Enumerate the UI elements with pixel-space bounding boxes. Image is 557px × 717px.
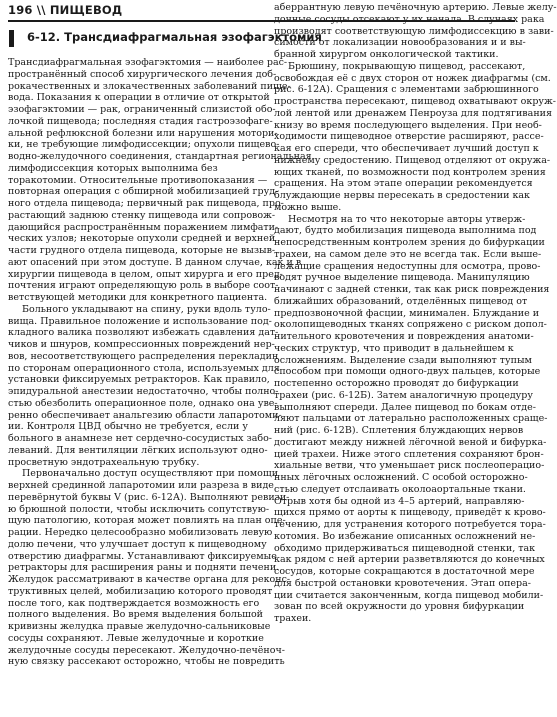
text-line: Больного укладывают на спину, руки вдоль туло- xyxy=(22,303,271,315)
text-line: сращения. На этом этапе операции рекомендуется xyxy=(274,178,533,190)
text-line: книзу во время последующего выделения. При необ- xyxy=(274,119,542,131)
text-line: отверстию диафрагмы. Устанавливают фиксируемые xyxy=(8,550,277,562)
text-line: торакотомии. Относительные противопоказания — xyxy=(8,174,268,186)
text-line: как рядом с ней артерии разветвляются до конечных xyxy=(274,554,545,566)
paragraph xyxy=(274,213,550,625)
text-line: зован по всей окружности до уровня бифуркации xyxy=(274,601,525,613)
text-line: ляют пальцами от латерально расположенных сраще- xyxy=(274,413,548,425)
text-line: повторная операция с обширной мобилизацией груд- xyxy=(8,186,279,198)
text-line: ний (рис. 6-12В). Сплетения блуждающих нервов xyxy=(274,425,524,436)
text-line: кая его спереди, что обеспечивает лучший доступ к xyxy=(274,143,539,154)
text-line: вища. Правильное положение и использование под- xyxy=(8,315,272,327)
text-line: ки, не требующие лимфодиссекции; опухоли пищево- xyxy=(8,139,280,151)
text-line: альной рефлюксной болезни или нарушения мотори- xyxy=(8,127,278,139)
text-line: Первоначально доступ осуществляют при помощи xyxy=(22,468,279,480)
running-head: 196 \\ ПИЩЕВОД xyxy=(8,3,123,17)
text-line: лочкой пищевода; последняя стадия гастроэзофаге- xyxy=(8,115,273,127)
text-line: щую патологию, которая может повлиять на план опе- xyxy=(8,515,286,527)
text-line: Трансдиафрагмальная эзофагэктомия — наиболее рас- xyxy=(8,57,288,68)
text-line: ческих узлов; некоторые опухоли средней и верхней xyxy=(8,233,276,245)
text-line: освобождая её с двух сторон от ножек диафрагмы (см. xyxy=(274,72,551,84)
text-line: по сторонам операционного стола, используемых для xyxy=(8,362,280,374)
text-line: предпозвоночной фасции, минимален. Блуждание и xyxy=(274,307,540,319)
text-line: сосудов, которые сокращаются в достаточной мере xyxy=(274,566,535,577)
text-line: щихся прямо от аорты к пищеводу, приведёт к крово- xyxy=(274,507,546,519)
text-line: ную связку рассекают осторожно, чтобы не повредить xyxy=(8,656,285,668)
text-line: нижнему средостению. Пищевод отделяют от окружа- xyxy=(274,154,551,166)
text-line: ческих структур, что приводит в дальнейшем к xyxy=(274,342,514,354)
text-line: сосуды сохраняют. Левые желудочные и короткие xyxy=(8,632,264,644)
text-line: установки фиксируемых ретракторов. Как правило, xyxy=(8,374,270,386)
text-line: просветную эндотрахеальную трубку. xyxy=(8,456,200,468)
text-line: полного выделения. Во время выделения большой xyxy=(8,609,264,621)
text-line: непосредственным контролем зрения до бифуркации xyxy=(274,237,545,248)
text-line: постепенно осторожно проводят до бифуркации xyxy=(274,378,519,389)
text-line: ближайших образований, отделённых пищевод от xyxy=(274,295,528,307)
text-line: трахеи (рис. 6-12Б). Затем аналогичную процедуру xyxy=(274,389,533,401)
text-line: вов, несоответствующего распределения перекладин xyxy=(8,350,279,362)
text-line: рации. Нередко целесообразно мобилизовать левую xyxy=(8,527,273,538)
paragraph xyxy=(274,2,557,61)
text-line: ветствующей методики для конкретного пациента. xyxy=(8,292,268,303)
text-line: лежащие сращения недоступны для осмотра, прово- xyxy=(274,260,541,272)
text-line: перевёрнутой буквы V (рис. 6-12А). Выполняют ревизи- xyxy=(8,491,290,503)
text-line: верхней срединной лапаротомии или разреза в виде xyxy=(8,480,274,491)
text-line: можно выше. xyxy=(274,201,342,213)
text-line: ходимости пищеводное отверстие расширяют, рассе- xyxy=(274,131,544,143)
text-line: кривизны желудка правые желудочно-сальниковые xyxy=(8,621,271,632)
section-title: 6-12. Трансдиафрагмальная эзофагэктомия xyxy=(27,30,322,44)
text-line: части грудного отдела пищевода, которые не вызыв- xyxy=(8,245,276,256)
text-line: трахеи. xyxy=(274,613,312,624)
text-line: рис. 6-12А). Сращения с элементами забрюшинного xyxy=(274,84,539,96)
text-line: трахеи, на самом деле это не всегда так. Если выше- xyxy=(274,248,542,260)
text-line: начинают с задней стенки, так как риск повреждения xyxy=(274,284,550,295)
text-line: ии. Контроля ЦВД обычно не требуется, если у xyxy=(8,421,248,433)
text-line: околопищеводных тканях сопряжено с риском допол- xyxy=(274,319,547,331)
paragraph xyxy=(274,60,556,214)
text-line: цией трахеи. Ниже этого сплетения сохраняют брон- xyxy=(274,448,544,460)
paragraph xyxy=(8,303,282,469)
text-line: хирургии пищевода в целом, опыт хирурга и его пред- xyxy=(8,268,283,280)
text-line: ренно обеспечивает анальгезию области лапаротоми- xyxy=(8,409,282,421)
text-line: леваний. Для вентиляции лёгких используют одно- xyxy=(8,444,268,456)
text-line: осложнениям. Выделение сзади выполняют тупым xyxy=(274,354,532,366)
text-line: стью следует отслаивать околоаортальные ткани. xyxy=(274,483,526,495)
text-line: нных лёгочных осложнений. С особой осторожно- xyxy=(274,472,528,483)
text-line: кладного валика позволяют избежать сдавления дат- xyxy=(8,327,279,339)
text-line: лимфодиссекция которых выполнима без xyxy=(8,162,218,174)
text-line: производят соответствующую лимфодиссекцию в зави- xyxy=(274,25,554,37)
text-line: блуждающие нервы пересекать в средостении как xyxy=(274,190,530,201)
text-line: труктивных целей, мобилизацию которого проводят xyxy=(8,585,273,597)
text-line: желудочные сосуды пересекают. Желудочно-печёноч- xyxy=(8,644,285,656)
text-line: долю печени, что улучшает доступ к пищеводному xyxy=(8,538,267,550)
paragraph xyxy=(8,468,291,668)
text-line: ают опасений при этом доступе. В данном случае, как и в xyxy=(8,256,302,268)
text-line: пространённый способ хирургического лечения доб- xyxy=(8,68,277,80)
text-line: водно-желудочного соединения, стандартная региональная xyxy=(8,151,312,162)
text-line: Отрыв хотя бы одной из 4–5 артерий, направляю- xyxy=(274,495,525,507)
text-line: ретракторы для расширения раны и подняти печени. xyxy=(8,562,280,574)
text-line: хиальные ветви, что уменьшает риск послеоперацио- xyxy=(274,460,545,472)
text-line: растающий заднюю стенку пищевода или сопровож- xyxy=(8,209,276,221)
text-line: больного в анамнезе нет сердечно-сосудистых забо- xyxy=(8,433,273,444)
text-line: рокачественных и злокачественных заболеваний пище- xyxy=(8,80,291,92)
text-line: лой лентой или дренажем Пенроуза для подтягивания xyxy=(274,107,552,119)
text-line: выполняют спереди. Далее пищевод по бокам отде- xyxy=(274,401,536,413)
text-line: дают, будто мобилизация пищевода выполнима под xyxy=(274,225,537,237)
text-line: дочные сосуды отсекают у их начала. В случаях рака xyxy=(274,13,545,25)
text-line: обходимо придерживаться пищеводной стенки, так xyxy=(274,542,536,554)
text-line: стью обезболить операционное поле, однако она уве- xyxy=(8,397,278,409)
text-line: чиков и шнуров, компрессионных повреждений нер- xyxy=(8,339,275,350)
right-column xyxy=(274,2,557,714)
text-line: достигают между нижней лёгочной веной и бифурка- xyxy=(274,436,547,448)
text-line: Желудок рассматривают в качестве органа для реконс- xyxy=(8,574,291,585)
text-line: способом при помощи одного-двух пальцев, которые xyxy=(274,366,541,378)
text-line: ю брюшной полости, чтобы исключить сопутствую- xyxy=(8,503,270,515)
text-line: почтения играют определяющую роль в выборе соот- xyxy=(8,280,279,292)
text-line: эзофагэктомии — рак, ограниченный слизистой обо- xyxy=(8,104,276,115)
section-marker-bar xyxy=(9,30,14,47)
text-line: Брюшину, покрывающую пищевод, рассекают, xyxy=(288,60,526,72)
text-line: дающийся распространённым поражением лимфати- xyxy=(8,221,279,233)
text-line: после того, как подтверждается возможность его xyxy=(8,597,260,609)
text-line: для быстрой остановки кровотечения. Этап опера- xyxy=(274,577,532,589)
text-line: бранной хирургом онкологической тактики. xyxy=(274,49,499,60)
text-line: вода. Показания к операции в отличие от открытой xyxy=(8,92,270,104)
text-line: ции считается законченным, когда пищевод мобили- xyxy=(274,589,544,601)
text-line: аберрантную левую печёночную артерию. Левые желу- xyxy=(274,2,557,13)
text-line: эпидуральной анестезии недостаточно, чтобы полно- xyxy=(8,386,279,397)
text-line: нительного кровотечения и повреждения анатоми- xyxy=(274,331,534,342)
text-line: Несмотря на то что некоторые авторы утверж- xyxy=(288,213,526,225)
text-line: симости от локализации новообразования и и вы- xyxy=(274,37,526,49)
text-line: ющих тканей, по возможности под контролем зрения xyxy=(274,166,546,178)
text-line: котомия. Во избежание описанных осложнений не- xyxy=(274,530,536,542)
text-line: водят ручное выделение пищевода. Манипуляцию xyxy=(274,272,530,284)
text-line: ного отдела пищевода; первичный рак пищевода, про- xyxy=(8,198,284,209)
text-line: течению, для устранения которого потребуется тора- xyxy=(274,519,546,530)
text-line: пространства пересекают, пищевод охватывают окруж- xyxy=(274,96,556,107)
